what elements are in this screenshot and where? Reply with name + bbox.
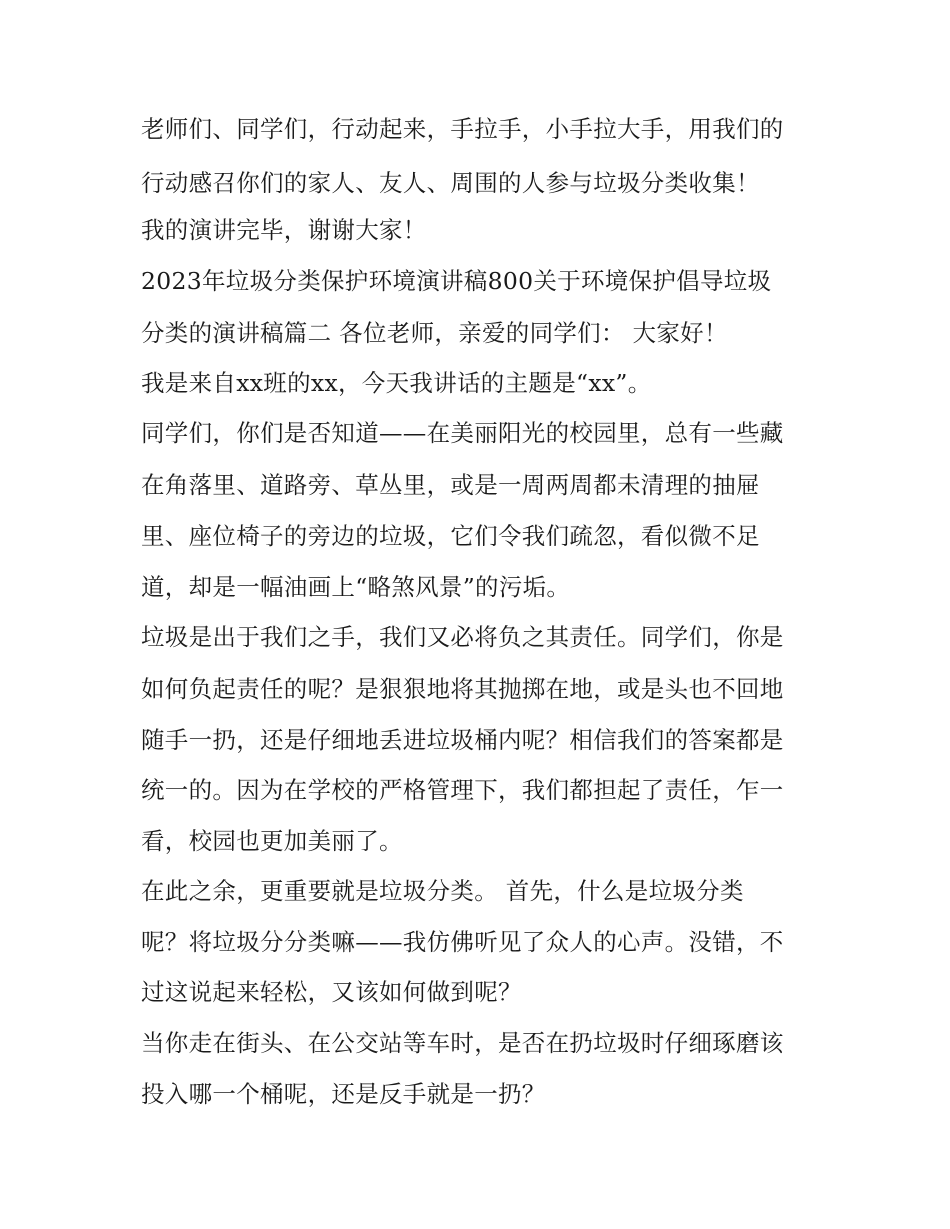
paragraph-line: 呢？将垃圾分分类嘛——我仿佛听见了众人的心声。没错，不 [141,928,784,956]
paragraph-line: 过这说起来轻松，又该如何做到呢？ [141,978,522,1006]
paragraph-line: 随手一扔，还是仔细地丢进垃圾桶内呢？相信我们的答案都是 [141,726,784,754]
paragraph-line: 行动感召你们的家人、友人、周围的人参与垃圾分类收集！ [141,169,760,197]
paragraph-line: 老师们、同学们，行动起来，手拉手，小手拉大手，用我们的 [141,115,784,143]
paragraph-line: 在角落里、道路旁、草丛里，或是一周两周都未清理的抽屉 [141,471,760,499]
paragraph-line: 我是来自xx班的xx，今天我讲话的主题是“xx”。 [141,369,652,397]
paragraph-line: 看，校园也更加美丽了。 [141,827,403,855]
paragraph-line: 里、座位椅子的旁边的垃圾，它们令我们疏忽，看似微不足 [141,522,760,550]
paragraph-line: 当你走在街头、在公交站等车时，是否在扔垃圾时仔细琢磨该 [141,1029,784,1057]
paragraph-line: 统一的。因为在学校的严格管理下，我们都担起了责任，乍一 [141,776,784,804]
paragraph-line: 在此之余，更重要就是垃圾分类。 首先，什么是垃圾分类 [141,877,744,905]
paragraph-line: 投入哪一个桶呢，还是反手就是一扔？ [141,1080,546,1108]
paragraph-line: 同学们，你们是否知道——在美丽阳光的校园里，总有一些藏 [141,419,784,447]
paragraph-line: 道，却是一幅油画上“略煞风景”的污垢。 [141,573,571,601]
paragraph-line: 2023年垃圾分类保护环境演讲稿800关于环境保护倡导垃圾 [141,267,772,295]
paragraph-line: 如何负起责任的呢？是狠狠地将其抛掷在地，或是头也不回地 [141,675,784,703]
paragraph-line: 分类的演讲稿篇二 各位老师，亲爱的同学们： 大家好！ [141,319,728,347]
paragraph-line: 垃圾是出于我们之手，我们又必将负之其责任。同学们，你是 [141,623,784,651]
paragraph-line: 我的演讲完毕，谢谢大家！ [141,216,427,244]
